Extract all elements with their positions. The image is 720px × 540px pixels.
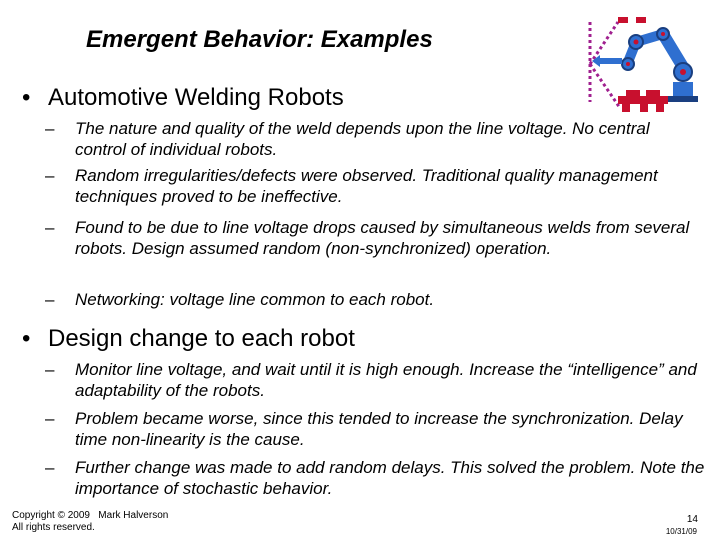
list-item: – Problem became worse, since this tended to increase the synchronization. Delay time non-linearity is the cause. — [45, 409, 683, 449]
dash-icon: – — [45, 290, 55, 309]
slide-title: Emergent Behavior: Examples — [86, 26, 433, 53]
footer-date: 10/31/09 — [665, 527, 697, 536]
dash-icon: – — [45, 360, 55, 379]
footer-copyright: Copyright © 2009 Mark Halverson All rights reserved. — [12, 510, 169, 533]
list-item: – Found to be due to line voltage drops caused by simultaneous welds from several robots. Design assumed random (non-synchronized) operation. — [45, 218, 690, 258]
dash-icon: – — [45, 119, 55, 138]
dash-icon: – — [45, 458, 55, 477]
section-heading-welding-robots: • Automotive Welding Robots — [22, 84, 344, 111]
list-item: – Networking: voltage line common to each robot. — [45, 290, 435, 309]
section-heading-design-change: • Design change to each robot — [22, 325, 355, 352]
list-item: – Monitor line voltage, and wait until it is high enough. Increase the “intelligence” and adaptability of the robots. — [45, 360, 697, 400]
bullet-icon: • — [22, 325, 31, 352]
list-item: – Random irregularities/defects were observed. Traditional quality management techniques proved to be ineffective. — [45, 166, 658, 206]
list-item: – Further change was made to add random delays. This solved the problem. Note the importance of stochastic behavior. — [45, 458, 705, 498]
dash-icon: – — [45, 218, 55, 237]
robot-arm-icon — [578, 12, 698, 122]
page-number: 14 — [686, 514, 698, 525]
dash-icon: – — [45, 409, 55, 428]
dash-icon: – — [45, 166, 55, 185]
list-item: – The nature and quality of the weld depends upon the line voltage. No central control of individual robots. — [45, 119, 650, 159]
bullet-icon: • — [22, 84, 31, 111]
